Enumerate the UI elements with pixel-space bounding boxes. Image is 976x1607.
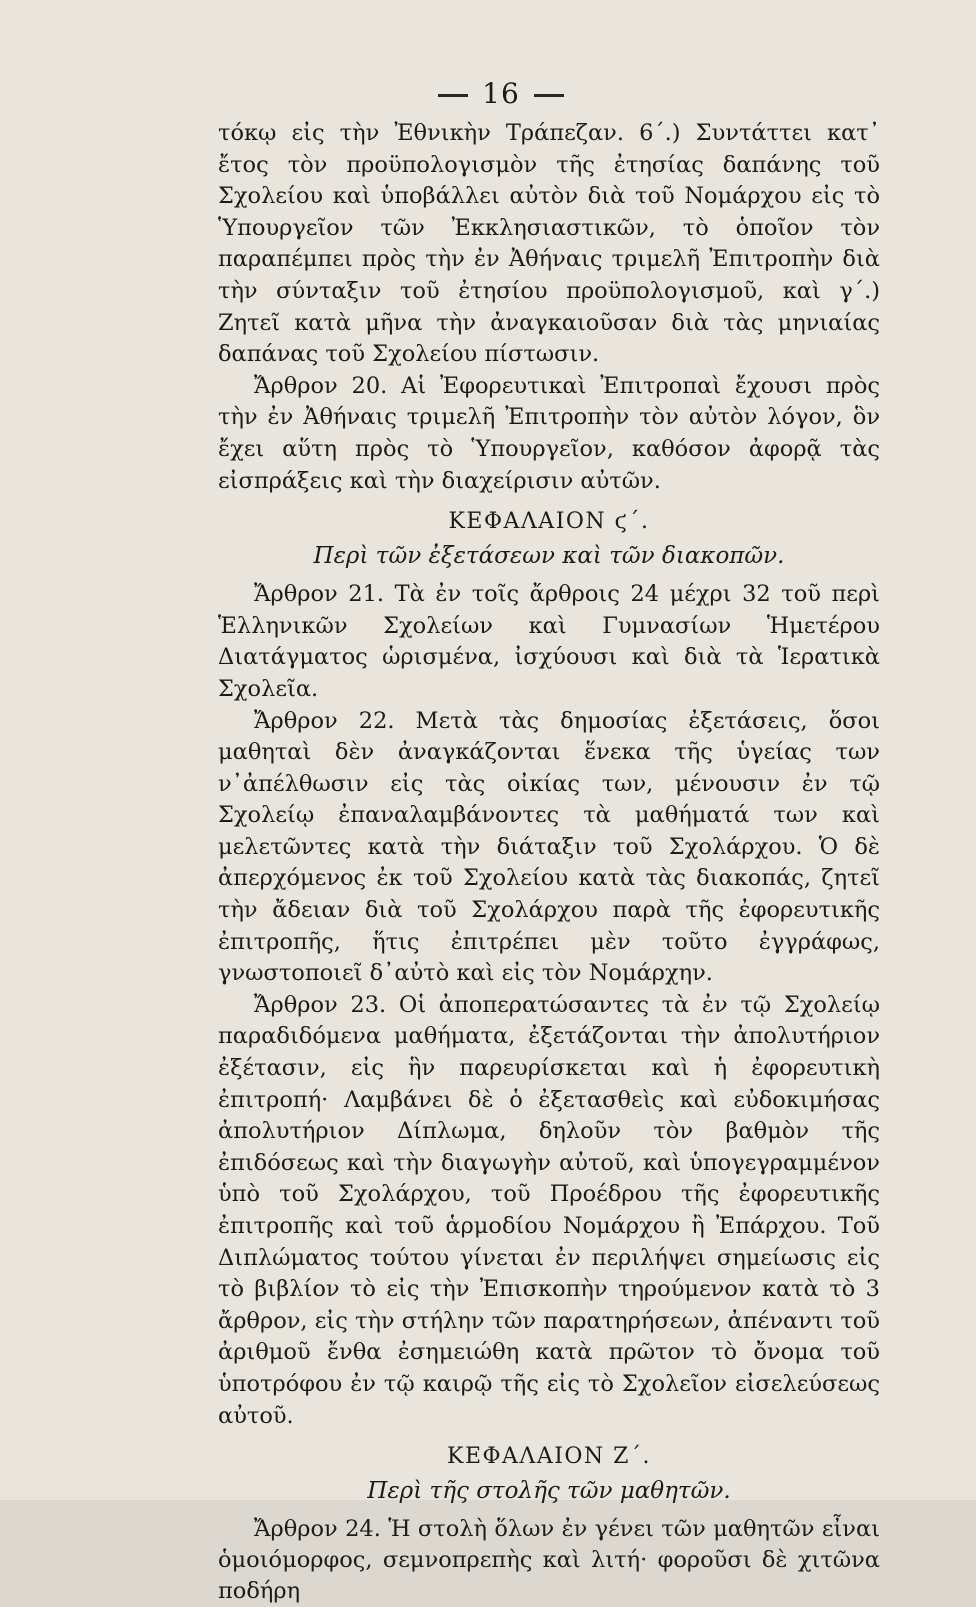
- chapter-heading: ΚΕΦΑΛΑΙΟΝ ϛ΄.: [448, 509, 650, 535]
- chapter-heading: ΚΕΦΑΛΑΙΟΝ Ζ΄.: [447, 1444, 651, 1470]
- page-number-header: [122, 72, 880, 116]
- chapter-subtitle: Περὶ τῆς στολῆς τῶν μαθητῶν.: [367, 1478, 731, 1505]
- article-20: Ἄρθρον 20. Αἱ Ἐφορευτικαὶ Ἐπιτροπαὶ ἔχουσι πρὸς τὴν ἐν Ἀθήναις τριμελῆ Ἐπιτροπὴν τὸν αὐτὸν λόγον, ὃν ἔχει αὕτη πρὸς τὸ Ὑπουργεῖον, καθόσον ἀφορᾷ τὰς εἰσπράξεις καὶ τὴν διαχείρισιν αὐτῶν.: [218, 372, 880, 494]
- paragraph-continuation: τόκῳ εἰς τὴν Ἐθνικὴν Τράπεζαν. 6΄.) Συντάττει κατ᾽ ἔτος τὸν προϋπολογισμὸν τῆς ἐτησίας δαπάνης τοῦ Σχολείου καὶ ὑποβάλλει αὐτὸν διὰ τοῦ Νομάρχου εἰς τὸ Ὑπουργεῖον τῶν Ἐκκλησιαστικῶν, τὸ ὁποῖον τὸν παραπέμπει πρὸς τὴν ἐν Ἀθήναις τριμελῆ Ἐπιτροπὴν διὰ τὴν σύνταξιν τοῦ ἐτησίου προϋπολογισμοῦ, καὶ γ΄.) Ζητεῖ κατὰ μῆνα τὴν ἀναγκαιοῦσαν διὰ τὰς μηνιαίας δαπάνας τοῦ Σχολείου πίστωσιν.: [218, 120, 880, 368]
- article-24: Ἄρθρον 24. Ἡ στολὴ ὅλων ἐν γένει τῶν μαθητῶν εἶναι ὁμοιόμορφος, σεμνοπρεπὴς καὶ λιτή· φοροῦσι δὲ χιτῶνα ποδήρη: [218, 1516, 880, 1605]
- article-21: Ἄρθρον 21. Τὰ ἐν τοῖς ἄρθροις 24 μέχρι 32 τοῦ περὶ Ἑλληνικῶν Σχολείων καὶ Γυμνασίων Ἡμετέρου Διατάγματος ὡρισμένα, ἰσχύουσι καὶ διὰ τὰ Ἱερατικὰ Σχολεῖα.: [218, 581, 880, 702]
- article-23: Ἄρθρον 23. Οἱ ἀποπερατώσαντες τὰ ἐν τῷ Σχολείῳ παραδιδόμενα μαθήματα, ἐξετάζονται τὴν ἀπολυτήριον ἐξέτασιν, εἰς ἣν παρευρίσκεται καὶ ἡ ἐφορευτικὴ ἐπιτροπή· Λαμβάνει δὲ ὁ ἐξετασθεὶς καὶ εὐδοκιμήσας ἀπολυτήριον Δίπλωμα, δηλοῦν τὸν βαθμὸν τῆς ἐπιδόσεως καὶ τὴν διαγωγὴν αὐτοῦ, καὶ ὑπογεγραμμένον ὑπὸ τοῦ Σχολάρχου, τοῦ Προέδρου τῆς ἐφορευτικῆς ἐπιτροπῆς καὶ τοῦ ἁρμοδίου Νομάρχου ἢ Ἐπάρχου. Τοῦ Διπλώματος τούτου γίνεται ἐν περιλήψει σημείωσις εἰς τὸ βιβλίον τὸ εἰς τὴν Ἐπισκοπὴν τηρούμενον κατὰ τὸ 3 ἄρθρον, εἰς τὴν στήλην τῶν παρατηρήσεων, ἀπέναντι τοῦ ἀριθμοῦ ἔνθα ἐσημειώθη κατὰ πρῶτον τὸ ὄνομα τοῦ ὑποτρόφου ἐν τῷ καιρῷ τῆς εἰς τὸ Σχολεῖον εἰσελεύσεως αὐτοῦ.: [218, 991, 880, 1429]
- header-rule-right: [534, 94, 564, 97]
- header-rule-left: [438, 94, 468, 97]
- article-22: Ἄρθρον 22. Μετὰ τὰς δημοσίας ἐξετάσεις, ὅσοι μαθηταὶ δὲν ἀναγκάζονται ἕνεκα τῆς ὑγείας των ν᾽ἀπέλθωσιν εἰς τὰς οἰκίας των, μένουσιν ἐν τῷ Σχολείῳ ἐπαναλαμβάνοντες τὰ μαθήματά των καὶ μελετῶντες κατὰ τὴν διάταξιν τοῦ Σχολάρχου. Ὁ δὲ ἀπερχόμενος ἐκ τοῦ Σχολείου κατὰ τὰς διακοπάς, ζητεῖ τὴν ἄδειαν διὰ τοῦ Σχολάρχου παρὰ τῆς ἐφορευτικῆς ἐπιτροπῆς, ἥτις ἐπιτρέπει μὲν τοῦτο ἐγγράφως, γνωστοποιεῖ δ᾽αὐτὸ καὶ εἰς τὸν Νομάρχην.: [218, 707, 880, 987]
- chapter-subtitle: Περὶ τῶν ἐξετάσεων καὶ τῶν διακοπῶν.: [313, 543, 785, 570]
- page-content: [218, 72, 880, 1607]
- page-number: 16: [482, 77, 520, 110]
